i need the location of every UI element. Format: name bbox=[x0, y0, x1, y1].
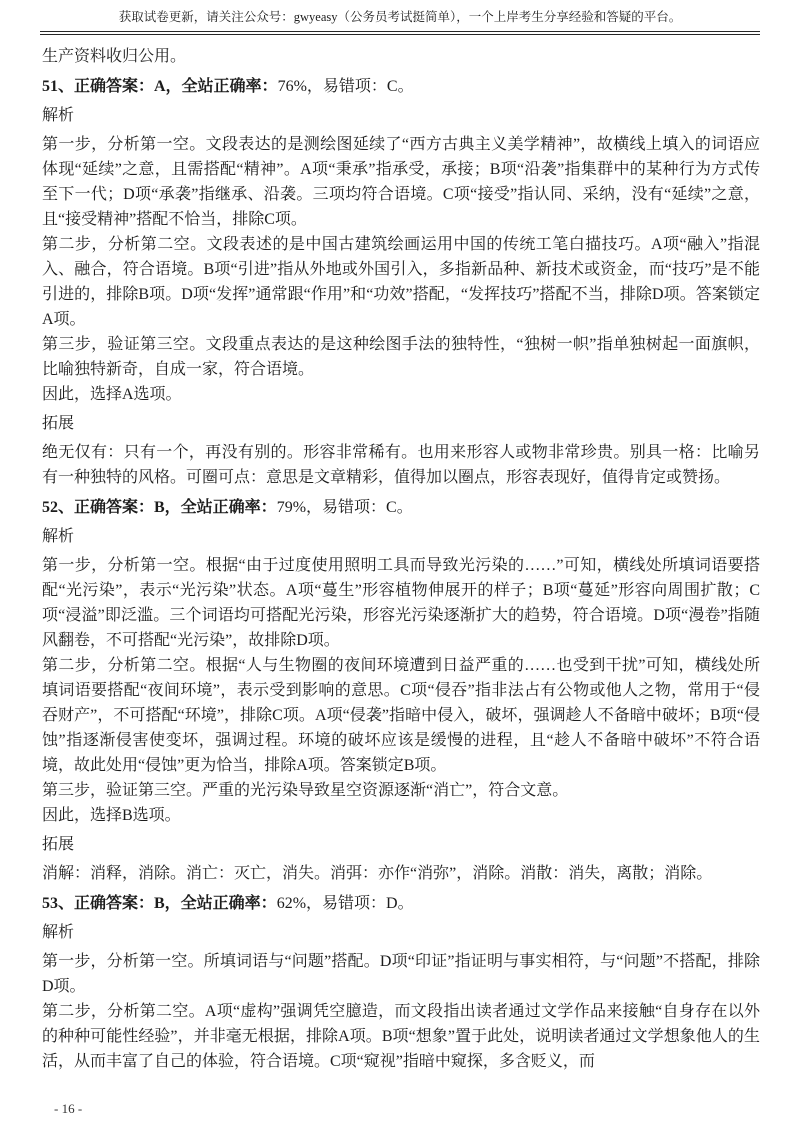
answer-line-rest: 62%，易错项：D。 bbox=[276, 895, 414, 912]
question-block-53 bbox=[42, 891, 760, 1074]
expansion-paragraph: 绝无仅有：只有一个，再没有别的。形容非常稀有。也用来形容人或物非常珍贵。别具一格：比喻另有一种独特的风格。可圈可点：意思是文章精彩，值得加以圈点，形容表现好，值得肯定或赞扬。 bbox=[42, 444, 760, 486]
answer-line-bold: 53、正确答案：B，全站正确率： bbox=[42, 895, 277, 912]
header-notice bbox=[40, 8, 760, 35]
header-notice-text: 获取试卷更新，请关注公众号：gwyeasy（公务员考试挺简单），一个上岸考生分享经验和答疑的平台。 bbox=[118, 10, 682, 24]
analysis-paragraph: 第二步，分析第二空。根据“人与生物圈的夜间环境遭到日益严重的……也受到干扰”可知，横线处所填词语要搭配“夜间环境”，表示受到影响的意思。C项“侵吞”指非法占有公物或他人之物，常用于“侵吞财产”，不可搭配“环境”，排除C项。A项“侵袭”指暗中侵入，破坏，强调趁人不备暗中破坏；B项“侵蚀”指逐渐侵害使变坏，强调过程。环境的破坏应该是缓慢的进程，且“趁人不备暗中破坏”不符合语境，故此处用“侵蚀”更为恰当，排除A项。答案锁定B项。 bbox=[42, 657, 760, 774]
expansion-paragraph: 消解：消释，消除。消亡：灭亡，消失。消弭：亦作“消弥”，消除。消散：消失，离散；消除。 bbox=[42, 865, 713, 882]
page-number: - 16 - bbox=[54, 1101, 83, 1116]
answer-line-rest: 76%，易错项：C。 bbox=[277, 78, 414, 95]
analysis-paragraph: 第一步，分析第一空。文段表达的是测绘图延续了“西方古典主义美学精神”，故横线上填入的词语应体现“延续”之意，且需搭配“精神”。A项“秉承”指承受，承接；B项“沿袭”指集群中的某种行为方式传至下一代；D项“承袭”指继承、沿袭。三项均符合语境。C项“接受”指认同、采纳，没有“延续”之意，且“接受精神”搭配不恰当，排除C项。 bbox=[42, 136, 760, 228]
analysis-paragraph: 第一步，分析第一空。根据“由于过度使用照明工具而导致光污染的……”可知，横线处所填词语要搭配“光污染”，表示“光污染”状态。A项“蔓生”形容植物伸展开的样子；B项“蔓延”形容向周围扩散；C项“浸溢”即泛滥。三个词语均可搭配光污染，形容光污染逐渐扩大的趋势，符合语境。D项“漫卷”指随风翻卷，不可搭配“光污染”，故排除D项。 bbox=[42, 557, 760, 649]
expansion-label: 拓展 bbox=[42, 836, 75, 853]
expansion-label: 拓展 bbox=[42, 415, 75, 432]
answer-line-bold: 51、正确答案：A，全站正确率： bbox=[42, 78, 278, 95]
conclusion-paragraph: 因此，选择A选项。 bbox=[42, 386, 182, 403]
intro-paragraph: 生产资料收归公用。 bbox=[42, 48, 187, 65]
answer-line bbox=[42, 891, 760, 916]
question-block-51 bbox=[42, 74, 760, 490]
question-block-52 bbox=[42, 495, 760, 886]
conclusion-paragraph: 因此，选择B选项。 bbox=[42, 807, 181, 824]
analysis-paragraph: 第三步，验证第三空。严重的光污染导致星空资源逐渐“消亡”，符合文意。 bbox=[42, 782, 569, 799]
answer-line bbox=[42, 74, 760, 99]
analysis-paragraph: 第三步，验证第三空。文段重点表达的是这种绘图手法的独特性，“独树一帜”指单独树起一面旗帜，比喻独特新奇，自成一家，符合语境。 bbox=[42, 336, 760, 378]
answer-line-rest: 79%，易错项：C。 bbox=[276, 499, 413, 516]
analysis-paragraph: 第二步，分析第二空。文段表述的是中国古建筑绘画运用中国的传统工笔白描技巧。A项“融入”指混入、融合，符合语境。B项“引进”指从外地或外国引入，多指新品种、新技术或资金，而“技巧”是不能引进的，排除B项。D项“发挥”通常跟“作用”和“功效”搭配，“发挥技巧”搭配不当，排除D项。答案锁定A项。 bbox=[42, 236, 760, 328]
document-body bbox=[42, 44, 760, 1074]
analysis-paragraph: 第一步，分析第一空。所填词语与“问题”搭配。D项“印证”指证明与事实相符，与“问题”不搭配，排除D项。 bbox=[42, 953, 760, 995]
analysis-paragraph: 第二步，分析第二空。A项“虚构”强调凭空臆造，而文段指出读者通过文学作品来接触“自身存在以外的种种可能性经验”，并非毫无根据，排除A项。B项“想象”置于此处，说明读者通过文学想象他人的生活，从而丰富了自己的体验，符合语境。C项“窥视”指暗中窥探，多含贬义，而 bbox=[42, 1003, 760, 1070]
analysis-label: 解析 bbox=[42, 924, 75, 941]
analysis-label: 解析 bbox=[42, 528, 75, 545]
answer-line bbox=[42, 495, 760, 520]
analysis-label: 解析 bbox=[42, 107, 75, 124]
answer-line-bold: 52、正确答案：B，全站正确率： bbox=[42, 499, 277, 516]
